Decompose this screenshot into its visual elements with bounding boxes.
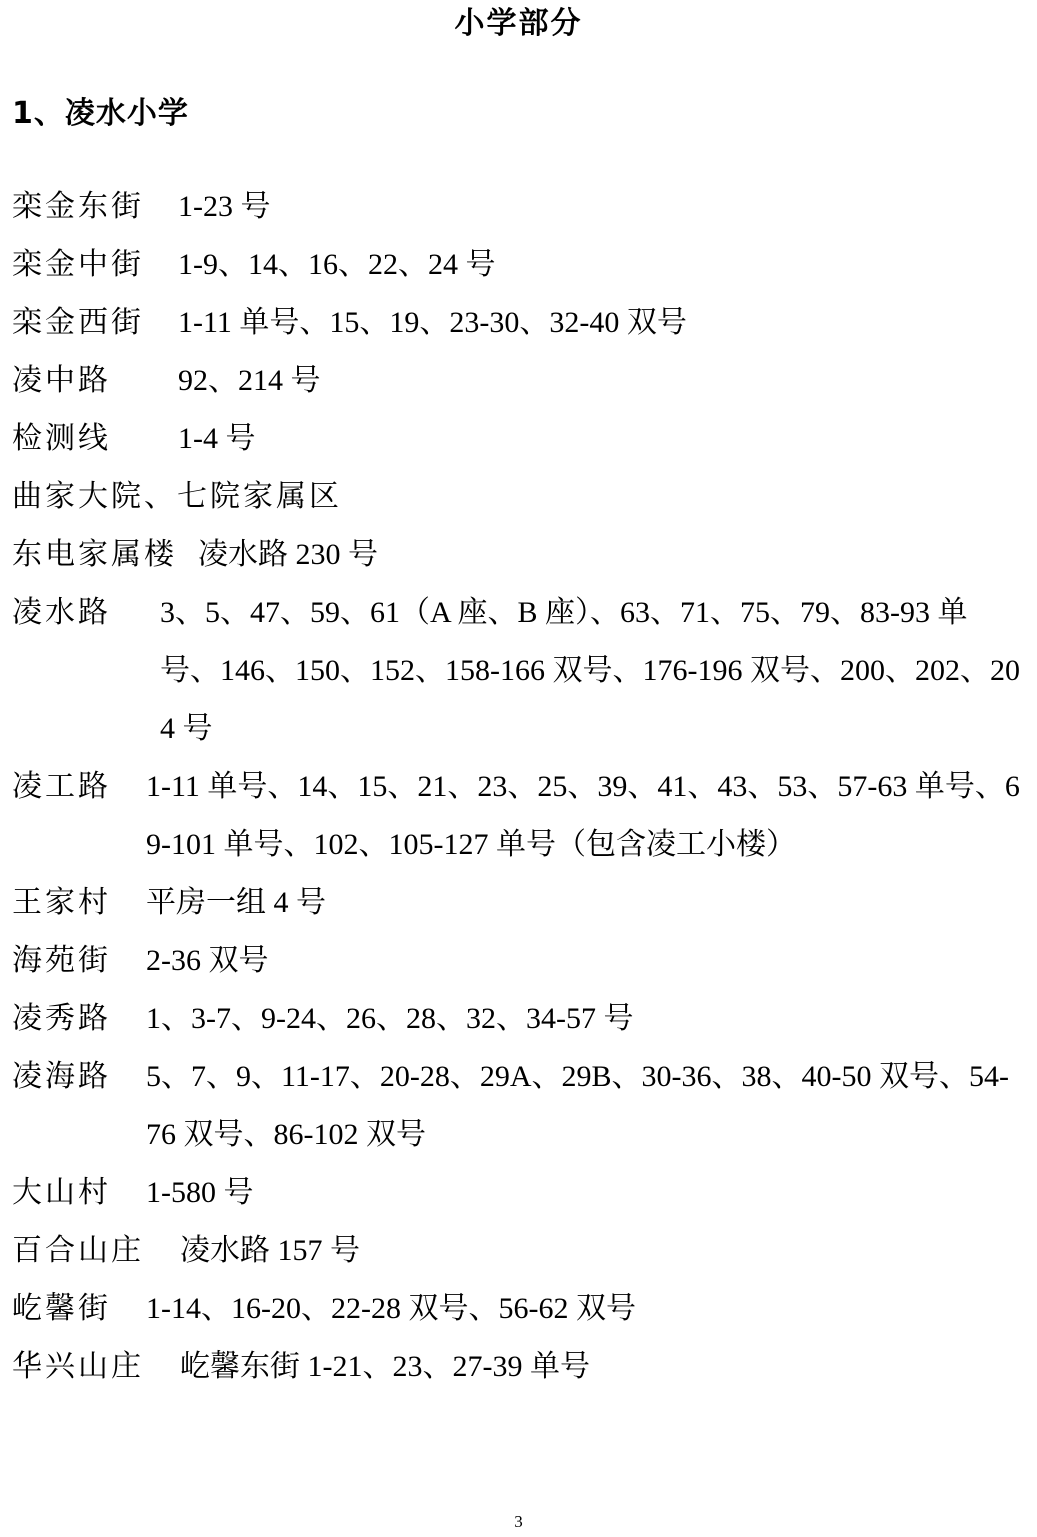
address-range: 1-580 号: [146, 1176, 254, 1209]
street-name: 凌工路: [12, 770, 111, 803]
address-entry: [12, 990, 1022, 1048]
address-range: 屹馨东街 1-21、23、27-39 单号: [180, 1350, 590, 1383]
street-name: 凌中路: [12, 364, 111, 397]
address-range: 凌水路 157 号: [180, 1234, 360, 1267]
address-entry: [12, 1280, 1022, 1338]
page-number: 3: [514, 1512, 523, 1531]
address-range: 平房一组 4 号: [146, 886, 326, 919]
address-entry: [12, 1338, 1022, 1396]
address-range: 2-36 双号: [146, 944, 269, 977]
address-range: 凌水路 230 号: [198, 538, 378, 571]
address-entry: [12, 1164, 1022, 1222]
address-list: [12, 178, 1022, 1396]
street-name: 栾金西街: [12, 306, 144, 339]
address-entry: [12, 526, 1022, 584]
address-entry: [12, 468, 1022, 526]
address-range: 1、3-7、9-24、26、28、32、34-57 号: [146, 1002, 634, 1035]
address-range: 1-23 号: [178, 190, 271, 223]
address-range: 1-11 单号、15、19、23-30、32-40 双号: [178, 306, 687, 339]
street-name: 华兴山庄: [12, 1350, 144, 1383]
street-name: 凌海路: [12, 1060, 111, 1093]
address-range: 1-14、16-20、22-28 双号、56-62 双号: [146, 1292, 636, 1325]
address-range: 92、214 号: [178, 364, 321, 397]
street-name: 凌秀路: [12, 1002, 111, 1035]
street-name: 东电家属楼: [12, 538, 177, 571]
street-name: 百合山庄: [12, 1234, 144, 1267]
street-name: 栾金东街: [12, 190, 144, 223]
address-entry: [12, 236, 1022, 294]
address-entry: [12, 1048, 1022, 1164]
page-title: 小学部分: [454, 6, 583, 41]
street-name: 海苑街: [12, 944, 111, 977]
street-name: 大山村: [12, 1176, 111, 1209]
address-entry: [12, 294, 1022, 352]
address-entry: [12, 1222, 1022, 1280]
address-entry: [12, 874, 1022, 932]
street-name: 王家村: [12, 886, 111, 919]
street-name: 栾金中街: [12, 248, 144, 281]
address-range: 3、5、47、59、61（A 座、B 座）、63、71、75、79、83-93 单号、146、150、152、158-166 双号、176-196 双号、200、202、204 号: [160, 596, 1020, 745]
address-range: 1-9、14、16、22、24 号: [178, 248, 496, 281]
section-heading: 1、凌水小学: [12, 96, 189, 131]
street-name: 检测线: [12, 422, 111, 455]
address-entry: [12, 932, 1022, 990]
address-range: 1-4 号: [178, 422, 256, 455]
address-entry: [12, 584, 1022, 758]
address-entry: [12, 352, 1022, 410]
address-entry: [12, 410, 1022, 468]
address-range: 1-11 单号、14、15、21、23、25、39、41、43、53、57-63 单号、69-101 单号、102、105-127 单号（包含凌工小楼）: [146, 770, 1020, 861]
address-range: 5、7、9、11-17、20-28、29A、29B、30-36、38、40-50 双号、54-76 双号、86-102 双号: [146, 1060, 1010, 1151]
street-name: 曲家大院、七院家属区: [12, 480, 342, 513]
address-entry: [12, 758, 1022, 874]
street-name: 凌水路: [12, 596, 111, 629]
address-entry: [12, 178, 1022, 236]
street-name: 屹馨街: [12, 1292, 111, 1325]
